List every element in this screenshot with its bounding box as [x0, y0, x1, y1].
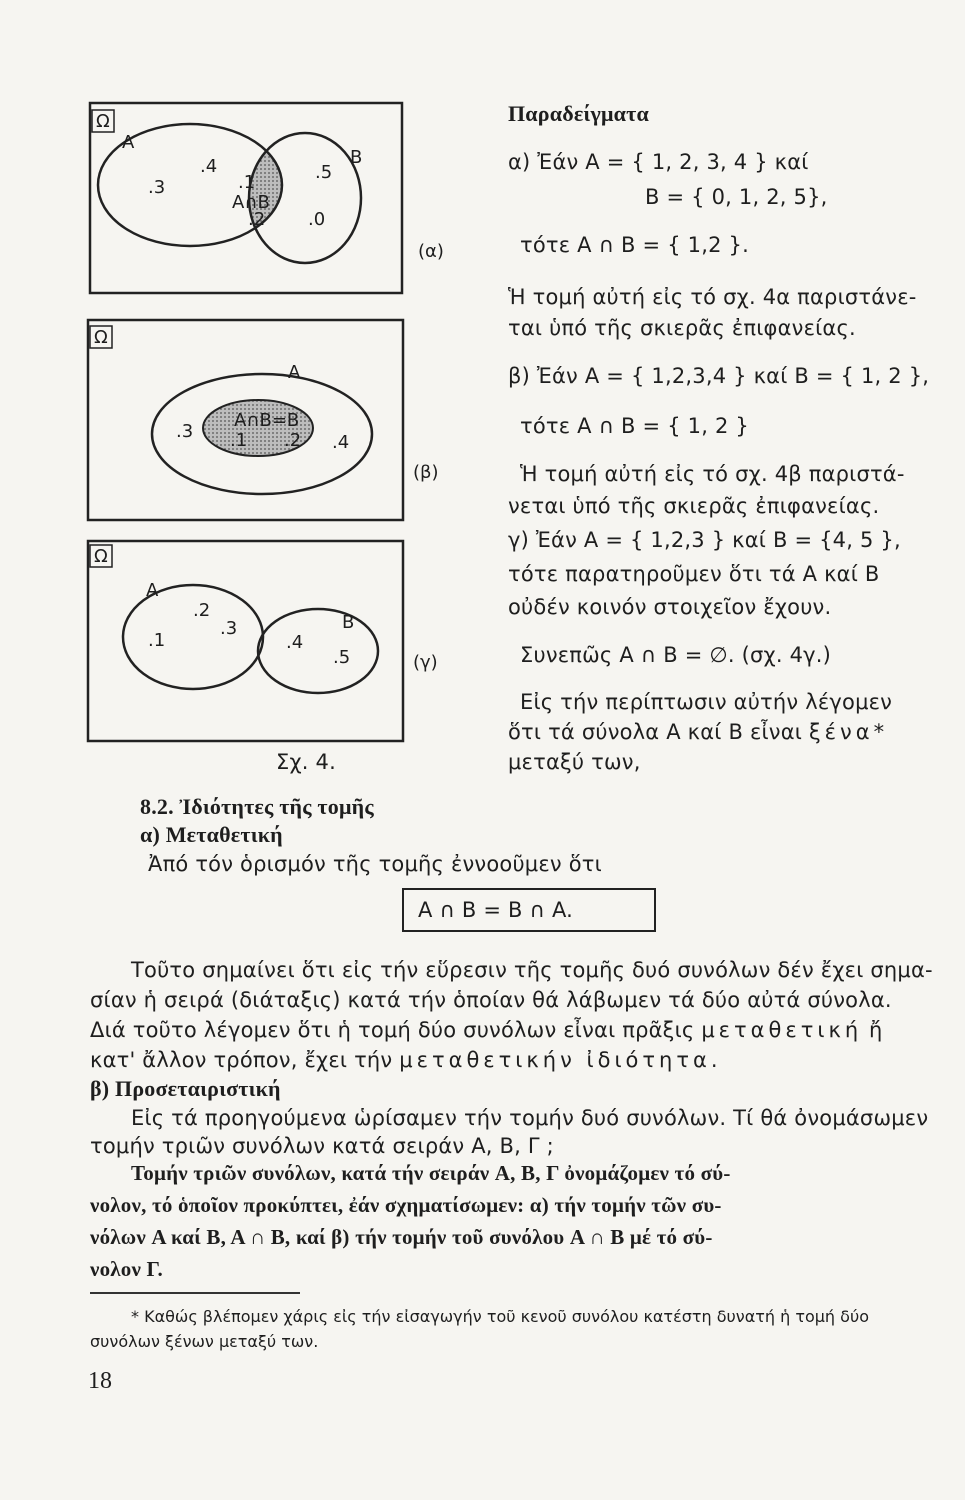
- paragraph1-line1: Τοῦτο σημαίνει ὅτι εἰς τήν εὕρεσιν τῆς τομῆς δυό συνόλων δέν ἔχει σημα-: [131, 958, 933, 982]
- example-a-note2: ται ὑπό τῆς σκιερᾶς ἐπιφανείας.: [508, 316, 856, 340]
- example-a-note1: Ἡ τομή αὐτή εἰς τό σχ. 4α παριστάνε-: [508, 285, 917, 309]
- section-intro: Ἀπό τόν ὁρισμόν τῆς τομῆς ἐννοοῦμεν ὅτι: [148, 852, 602, 876]
- set-a-label-c: A: [146, 580, 159, 601]
- point-c-2: .2: [193, 600, 211, 621]
- example-c-line1: γ) Ἐάν A = { 1,2,3 } καί B = {4, 5 },: [508, 528, 901, 552]
- point-a-5: .5: [315, 162, 333, 183]
- venn-panel-c: [88, 541, 438, 741]
- point-b-3: .3: [176, 421, 194, 442]
- set-b-label-a: B: [350, 147, 363, 168]
- example-b-note2: νεται ὑπό τῆς σκιερᾶς ἐπιφανείας.: [508, 494, 880, 518]
- universe-symbol-c: Ω: [94, 546, 108, 567]
- definition-line1: Τομήν τριῶν συνόλων, κατά τήν σειράν A, B, Γ ὀνομάζομεν τό σύ-: [131, 1161, 731, 1185]
- point-c-1: .1: [148, 630, 166, 651]
- commutative-formula-box: A ∩ B = B ∩ A.: [402, 888, 656, 932]
- paragraph2-line1: Εἰς τά προηγούμενα ὡρίσαμεν τήν τομήν δυό συνόλων. Τί θά ὀνομάσωμεν: [131, 1106, 929, 1130]
- examples-heading: Παραδείγματα: [508, 101, 649, 126]
- example-c-note1: Εἰς τήν περίπτωσιν αὐτήν λέγομεν: [520, 690, 893, 714]
- example-b-line2: τότε A ∩ B = { 1, 2 }: [520, 414, 749, 438]
- paragraph1-line3-text: Διά τοῦτο λέγομεν ὅτι ἡ τομή δύο συνόλων εἶναι πρᾶξις: [90, 1018, 695, 1042]
- footnote-line1: * Καθώς βλέπομεν χάρις εἰς τήν εἰσαγωγήν τοῦ κενοῦ συνόλου κατέστη δυνατή ἡ τομή δύο: [131, 1307, 869, 1326]
- panel-label-a: (α): [418, 241, 444, 262]
- page-number: 18: [88, 1368, 112, 1394]
- paragraph1-line3-end: ἤ: [869, 1018, 883, 1042]
- universe-symbol-a: Ω: [96, 111, 110, 132]
- definition-line2: νολον, τό ὁποῖον προκύπτει, ἐάν σχηματίσωμεν: α) τήν τομήν τῶν συ-: [90, 1193, 722, 1217]
- example-c-note3: μεταξύ των,: [508, 750, 641, 774]
- example-c-line3: οὐδέν κοινόν στοιχεῖον ἔχουν.: [508, 595, 832, 619]
- point-a-4: .4: [200, 156, 218, 177]
- subsection-commutative: α) Μεταθετική: [140, 822, 283, 847]
- intersection-label-a: A∩B: [232, 192, 270, 213]
- point-a-0: .0: [308, 209, 326, 230]
- venn-panel-b: [88, 320, 439, 520]
- paragraph1-line2: σίαν ἡ σειρά (διάταξις) κατά τήν ὁποίαν θά λάβωμεν τά δύο αὐτά σύνολα.: [90, 988, 892, 1012]
- universe-symbol-b: Ω: [94, 327, 108, 348]
- point-a-1: .1: [238, 172, 256, 193]
- paragraph1-line4: [90, 1048, 722, 1072]
- venn-panel-a: [90, 103, 444, 293]
- point-b-4: .4: [332, 432, 350, 453]
- panel-label-c: (γ): [413, 652, 438, 673]
- footnote-rule: [90, 1292, 300, 1294]
- example-c-line2: τότε παρατηροῦμεν ὅτι τά A καί B: [508, 562, 880, 586]
- paragraph1-line4-text: κατ' ἄλλον τρόπον, ἔχει τήν: [90, 1048, 393, 1072]
- definition-line3: νόλων A καί B, A ∩ B, καί β) τήν τομήν τοῦ συνόλου A ∩ B μέ τό σύ-: [90, 1225, 713, 1249]
- paragraph2-line2: τομήν τριῶν συνόλων κατά σειράν A, B, Γ ;: [90, 1134, 554, 1158]
- point-b-2: .2: [284, 430, 302, 451]
- example-a-line2: B = { 0, 1, 2, 5},: [645, 185, 828, 209]
- set-b-circle-c: [258, 609, 378, 693]
- set-a-label-b: A: [288, 362, 301, 383]
- point-a-3: .3: [148, 177, 166, 198]
- example-b-line1: β) Ἐάν A = { 1,2,3,4 } καί B = { 1, 2 },: [508, 364, 930, 388]
- example-c-note2-text: ὅτι τά σύνολα A καί B εἶναι: [508, 720, 803, 744]
- example-c-note2: [508, 720, 888, 744]
- set-a-label-a: A: [122, 132, 135, 153]
- point-c-4: .4: [286, 632, 304, 653]
- disjoint-term: ξένα*: [808, 720, 889, 744]
- footnote-line2: συνόλων ξένων μεταξύ των.: [90, 1332, 319, 1351]
- example-b-note1: Ἡ τομή αὐτή εἰς τό σχ. 4β παριστά-: [520, 462, 905, 486]
- subsection-associative: β) Προσεταιριστική: [90, 1076, 281, 1101]
- universe-box-c: [88, 541, 403, 741]
- figure-caption: Σχ. 4.: [276, 750, 336, 774]
- example-a-line3: τότε A ∩ B = { 1,2 }.: [520, 233, 749, 257]
- commutative-property-term: μεταθετικήν ἰδιότητα.: [399, 1048, 722, 1072]
- point-c-5: .5: [333, 647, 351, 668]
- section-title: 8.2. Ἰδιότητες τῆς τομῆς: [140, 794, 374, 819]
- commutative-term: μεταθετική: [701, 1018, 863, 1042]
- example-c-line4: Συνεπῶς A ∩ B = ∅. (σχ. 4γ.): [520, 643, 832, 667]
- intersection-label-b: A∩B=B: [234, 410, 300, 431]
- point-a-2: .2: [248, 209, 266, 230]
- definition-line4: νολον Γ.: [90, 1257, 163, 1281]
- point-b-1: .1: [230, 430, 248, 451]
- set-b-label-c: B: [342, 612, 355, 633]
- panel-label-b: (β): [413, 462, 439, 483]
- example-a-line1: α) Ἐάν A = { 1, 2, 3, 4 } καί: [508, 150, 809, 174]
- paragraph1-line3: [90, 1018, 883, 1042]
- point-c-3: .3: [220, 618, 238, 639]
